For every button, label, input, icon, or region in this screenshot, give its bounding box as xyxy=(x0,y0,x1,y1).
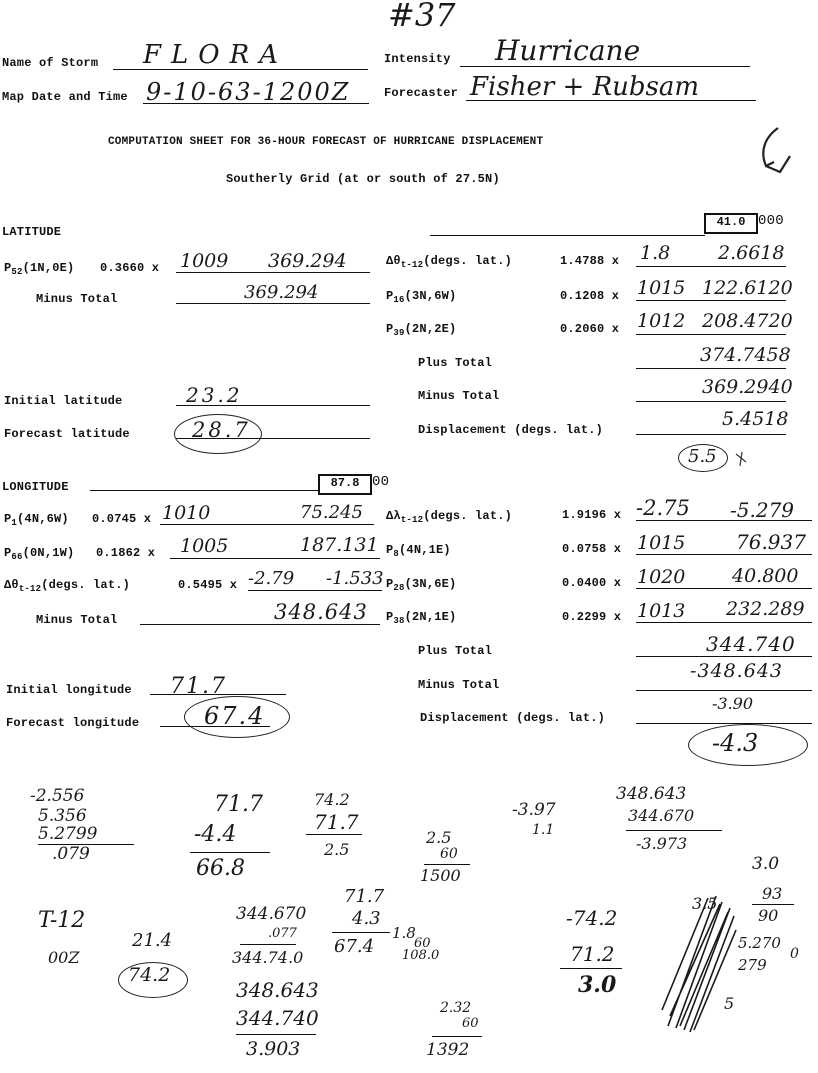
scratch-g1: 3.0 xyxy=(752,854,780,874)
scratch-j1: 71.7 xyxy=(344,886,385,907)
scratch-a3: 5.2799 xyxy=(38,824,98,844)
lon-minus-total-label: Minus Total xyxy=(36,613,118,627)
scratch-d2: 60 xyxy=(440,846,458,862)
scratch-f1: 348.643 xyxy=(616,784,687,804)
latitude-section-label: LATITUDE xyxy=(2,225,62,239)
check-arrow-mark xyxy=(763,128,790,172)
scratch-c3: 2.5 xyxy=(324,840,350,859)
lon-displacement-rounded: -4.3 xyxy=(712,729,759,757)
p8-label: $P_8(4N,1E)$ xyxy=(386,543,451,559)
lat-plus-total-label: Plus Total xyxy=(418,356,493,370)
scratch-a4: .079 xyxy=(52,844,90,864)
lat-dtheta-coefficient: 1.4788 x xyxy=(560,254,620,268)
p28-label: $P_{28}(3N,6E)$ xyxy=(386,577,457,593)
scratch-a1: -2.556 xyxy=(30,786,85,806)
scratch-b2: -4.4 xyxy=(194,822,237,847)
scratch-f2: 344.670 xyxy=(628,806,695,825)
forecaster-label: Forecaster xyxy=(384,86,459,100)
scratch-c2: 71.7 xyxy=(314,810,359,834)
strike-scribble-mark xyxy=(662,896,736,1032)
lat-displacement-rounded: 5.5 xyxy=(688,446,717,467)
lon-dlambda-coefficient: 1.9196 x xyxy=(562,508,622,522)
sheet-title: COMPUTATION SHEET FOR 36-HOUR FORECAST OF HURRICANE DISPLACEMENT xyxy=(108,136,544,148)
lat-dtheta-input: 1.8 xyxy=(640,242,671,264)
lon-dtheta-input: -2.79 xyxy=(248,568,295,589)
lat-displacement-label: Displacement (degs. lat.) xyxy=(418,423,604,437)
p28-product: 40.800 xyxy=(732,565,799,587)
latitude-constant-box: 41.0 xyxy=(704,213,758,234)
scratch-j3: 67.4 xyxy=(334,936,375,957)
scratch-m3: 3.903 xyxy=(246,1038,301,1060)
scratch-n1: 2.32 xyxy=(440,1000,472,1016)
p16-label: $P_{16}(3N,6W)$ xyxy=(386,289,457,305)
p8-coefficient: 0.0758 x xyxy=(562,542,622,556)
p38-input: 1013 xyxy=(637,600,686,622)
forecaster-value: Fisher + Rubsam xyxy=(470,72,700,102)
lat-minus-total2-label: Minus Total xyxy=(418,389,500,403)
scratch-k1: 1.8 xyxy=(392,924,416,942)
lon-displacement-label: Displacement (degs. lat.) xyxy=(420,711,606,725)
scratch-i2: .077 xyxy=(268,926,297,941)
sheet-number: #37 xyxy=(388,0,456,34)
scratch-m1: 348.643 xyxy=(236,978,319,1002)
p1-coefficient: 0.0745 x xyxy=(92,512,152,526)
p16-product: 122.6120 xyxy=(702,277,793,299)
scratch-n2: 60 xyxy=(462,1016,479,1031)
sheet-subtitle: Southerly Grid (at or south of 27.5N) xyxy=(226,172,500,186)
scratch-j2: 4.3 xyxy=(352,908,381,929)
p39-coefficient: 0.2060 x xyxy=(560,322,620,336)
scratch-g6: 0 xyxy=(790,946,799,962)
p38-label: $P_{38}(2N,1E)$ xyxy=(386,610,457,626)
lat-minus-total-value: 369.294 xyxy=(244,282,319,303)
scratch-n3: 1392 xyxy=(426,1040,470,1060)
scratch-e2: 1.1 xyxy=(532,822,555,838)
scratch-o1: 3.5 xyxy=(692,894,718,913)
scratch-i1: 344.670 xyxy=(236,904,307,924)
initial-latitude-value: 23.2 xyxy=(186,383,243,407)
scratch-g2: 93 xyxy=(762,884,783,903)
scratch-h1: T-12 xyxy=(38,908,86,933)
lon-minus-total2-value: -348.643 xyxy=(690,660,783,682)
scratch-g3: 90 xyxy=(758,906,779,925)
lon-dlambda-input: -2.75 xyxy=(636,496,690,520)
forecast-longitude-value: 67.4 xyxy=(204,702,266,730)
intensity-value: Hurricane xyxy=(495,34,641,67)
p28-input: 1020 xyxy=(637,566,686,588)
longitude-section-label: LONGITUDE xyxy=(2,480,69,494)
lat-minus-total2-value: 369.2940 xyxy=(702,376,793,398)
map-date-label: Map Date and Time xyxy=(2,90,128,104)
scratch-f3: -3.973 xyxy=(636,834,688,853)
map-date-value: 9-10-63-1200Z xyxy=(146,78,351,106)
scratch-d3: 1500 xyxy=(420,866,461,885)
p1-input: 1010 xyxy=(162,502,211,524)
scratch-m2: 344.740 xyxy=(236,1006,319,1030)
initial-latitude-label: Initial latitude xyxy=(4,394,123,408)
longitude-constant-box: 87.8 xyxy=(318,474,372,495)
scratch-h3: 21.4 xyxy=(132,930,173,951)
scratch-b1: 71.7 xyxy=(214,792,263,817)
longitude-constant-suffix: 00 xyxy=(372,474,390,490)
latitude-constant-suffix: 000 xyxy=(758,213,784,229)
p52-product: 369.294 xyxy=(268,250,347,272)
lon-dtheta-coefficient: 0.5495 x xyxy=(178,578,238,592)
p16-input: 1015 xyxy=(637,277,686,299)
p16-coefficient: 0.1208 x xyxy=(560,289,620,303)
p66-coefficient: 0.1862 x xyxy=(96,546,156,560)
intensity-label: Intensity xyxy=(384,52,451,66)
p52-input: 1009 xyxy=(180,250,229,272)
forecast-latitude-value: 28.7 xyxy=(192,418,251,442)
p8-input: 1015 xyxy=(637,532,686,554)
p39-label: $P_{39}(2N,2E)$ xyxy=(386,322,457,338)
p1-label: $P_1(4N,6W)$ xyxy=(4,512,69,528)
lon-dlambda-label: $\Delta\lambda_{t-12}(degs$. lat.) xyxy=(386,509,513,525)
scratch-i3: 344.74.0 xyxy=(232,948,304,967)
p39-input: 1012 xyxy=(637,310,686,332)
p66-product: 187.131 xyxy=(300,534,379,556)
p38-coefficient: 0.2299 x xyxy=(562,610,622,624)
lon-plus-total-label: Plus Total xyxy=(418,644,493,658)
lat-plus-total-value: 374.7458 xyxy=(700,344,791,366)
p52-label: $P_{52}(1N,0E)$ xyxy=(4,261,75,277)
scratch-h4: 74.2 xyxy=(128,964,171,986)
lon-dtheta-label: $\Delta\theta_{t-12}(degs$. lat.) xyxy=(4,578,131,594)
lat-minus-total-label: Minus Total xyxy=(36,292,118,306)
forecast-longitude-label: Forecast longitude xyxy=(6,716,140,730)
scratch-k3: 108.0 xyxy=(402,948,440,963)
scratch-g4: 5.270 xyxy=(738,934,781,952)
name-of-storm-value: FLORA xyxy=(143,40,288,70)
lat-dtheta-product: 2.6618 xyxy=(718,242,785,264)
scratch-d1: 2.5 xyxy=(426,828,452,847)
scratch-a2: 5.356 xyxy=(38,806,87,826)
scratch-l2: 71.2 xyxy=(570,942,615,966)
lat-displacement-value: 5.4518 xyxy=(722,408,789,430)
scratch-b3: 66.8 xyxy=(196,856,245,881)
forecast-latitude-label: Forecast latitude xyxy=(4,427,130,441)
p52-coefficient: 0.3660 x xyxy=(100,261,160,275)
scratch-h2: 00Z xyxy=(48,948,80,967)
lon-dlambda-product: -5.279 xyxy=(730,498,795,522)
p39-product: 208.4720 xyxy=(702,310,793,332)
p28-coefficient: 0.0400 x xyxy=(562,576,622,590)
initial-longitude-label: Initial longitude xyxy=(6,683,132,697)
p38-product: 232.289 xyxy=(726,598,805,620)
scratch-l3: 3.0 xyxy=(578,972,617,998)
scratch-c1: 74.2 xyxy=(314,790,350,809)
p66-label: $P_{66}(0N,1W)$ xyxy=(4,546,75,562)
scratch-k2: 60 xyxy=(414,936,431,951)
scratch-e1: -3.97 xyxy=(512,800,556,820)
lon-minus-total2-label: Minus Total xyxy=(418,678,500,692)
asterisk-mark xyxy=(736,452,746,466)
lon-dtheta-product: -1.533 xyxy=(326,568,384,589)
p66-input: 1005 xyxy=(180,535,229,557)
initial-longitude-value: 71.7 xyxy=(170,674,227,699)
lon-displacement-value: -3.90 xyxy=(712,694,754,713)
scratch-o2: 5 xyxy=(724,994,735,1013)
scratch-g5: 279 xyxy=(738,956,767,974)
lat-dtheta-label: $\Delta\theta_{t-12}(degs$. lat.) xyxy=(386,254,513,270)
lon-minus-total-value: 348.643 xyxy=(274,600,368,624)
lon-plus-total-value: 344.740 xyxy=(706,632,796,656)
scratch-l1: -74.2 xyxy=(566,906,618,930)
name-of-storm-label: Name of Storm xyxy=(2,56,99,70)
p1-product: 75.245 xyxy=(300,502,363,523)
p8-product: 76.937 xyxy=(736,530,806,554)
